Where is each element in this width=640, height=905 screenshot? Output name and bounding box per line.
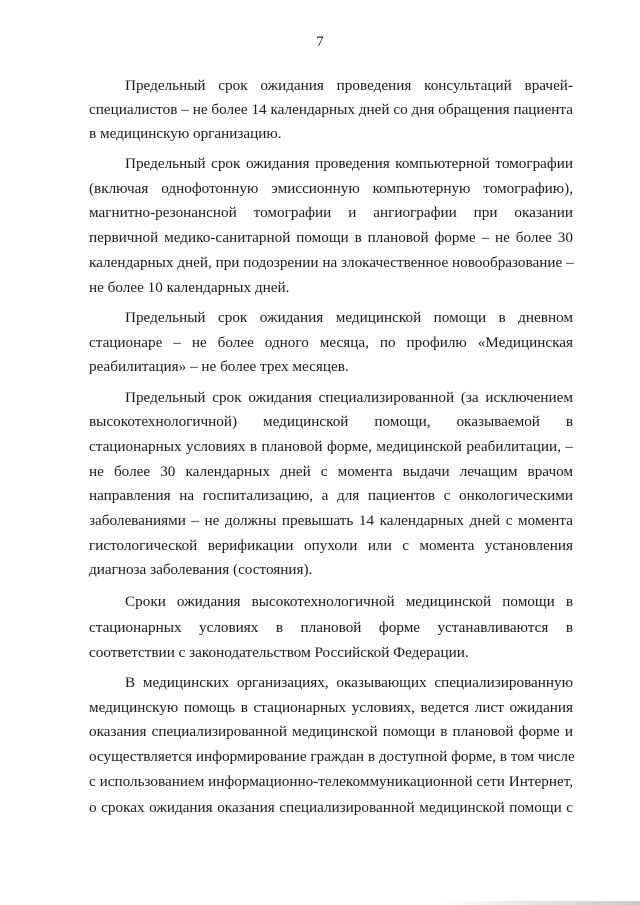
paragraph-1-line-1: Предельный срок ожидания проведения консультаций врачей- bbox=[125, 77, 573, 94]
paragraph-4-line-4: не более 30 календарных дней с момента выдачи лечащим врачом bbox=[89, 463, 573, 480]
paragraph-6-line-3: оказания специализированной медицинской помощи в плановой форме и bbox=[89, 723, 573, 740]
paragraph-4-line-3: стационарных условиях в плановой форме, медицинской реабилитации, – bbox=[89, 438, 573, 455]
paragraph-6-line-1: В медицинских организациях, оказывающих специализированную bbox=[125, 674, 573, 691]
paragraph-5-line-2: стационарных условиях в плановой форме устанавливаются в bbox=[89, 619, 573, 636]
paragraph-2-line-1: Предельный срок ожидания проведения компьютерной томографии bbox=[125, 155, 573, 172]
paragraph-4-line-6: заболеваниями – не должны превышать 14 календарных дней с момента bbox=[89, 512, 573, 529]
paragraph-1-line-2: специалистов – не более 14 календарных дней со дня обращения пациента bbox=[89, 101, 573, 118]
paragraph-6-line-4: осуществляется информирование граждан в доступной форме, в том числе bbox=[89, 748, 575, 765]
paragraph-5-line-3: соответствии с законодательством Российской Федерации. bbox=[89, 644, 469, 661]
paragraph-6-line-6: о сроках ожидания оказания специализированной медицинской помощи с bbox=[89, 799, 573, 816]
paragraph-3-line-2: стационаре – не более одного месяца, по профилю «Медицинская bbox=[89, 334, 573, 351]
paragraph-6-line-2: медицинскую помощь в стационарных условиях, ведется лист ожидания bbox=[89, 699, 573, 716]
paragraph-6-line-5: с использованием информационно-телекоммуникационной сети Интернет, bbox=[89, 773, 573, 790]
scan-edge-mark bbox=[440, 901, 640, 905]
paragraph-3-line-1: Предельный срок ожидания медицинской помощи в дневном bbox=[125, 309, 573, 326]
paragraph-4-line-2: высокотехнологичной) медицинской помощи, оказываемой в bbox=[89, 413, 573, 430]
paragraph-4-line-5: направления на госпитализацию, а для пациентов с онкологическими bbox=[89, 487, 573, 504]
paragraph-1-line-3: в медицинскую организацию. bbox=[89, 125, 282, 142]
paragraph-2-line-6: не более 10 календарных дней. bbox=[89, 279, 290, 296]
paragraph-2-line-2: (включая однофотонную эмиссионную компьютерную томографию), bbox=[89, 180, 573, 197]
paragraph-4-line-8: диагноза заболевания (состояния). bbox=[89, 561, 313, 578]
paragraph-2-line-3: магнитно-резонансной томографии и ангиографии при оказании bbox=[89, 204, 573, 221]
page-number: 7 bbox=[316, 34, 324, 50]
paragraph-5-line-1: Сроки ожидания высокотехнологичной медицинской помощи в bbox=[125, 593, 573, 610]
paragraph-2-line-4: первичной медико-санитарной помощи в плановой форме – не более 30 bbox=[89, 229, 573, 246]
paragraph-3-line-3: реабилитация» – не более трех месяцев. bbox=[89, 358, 349, 375]
paragraph-4-line-7: гистологической верификации опухоли или с момента установления bbox=[89, 537, 573, 554]
paragraph-2-line-5: календарных дней, при подозрении на злокачественное новообразование – bbox=[89, 254, 574, 271]
paragraph-4-line-1: Предельный срок ожидания специализированной (за исключением bbox=[125, 389, 573, 406]
